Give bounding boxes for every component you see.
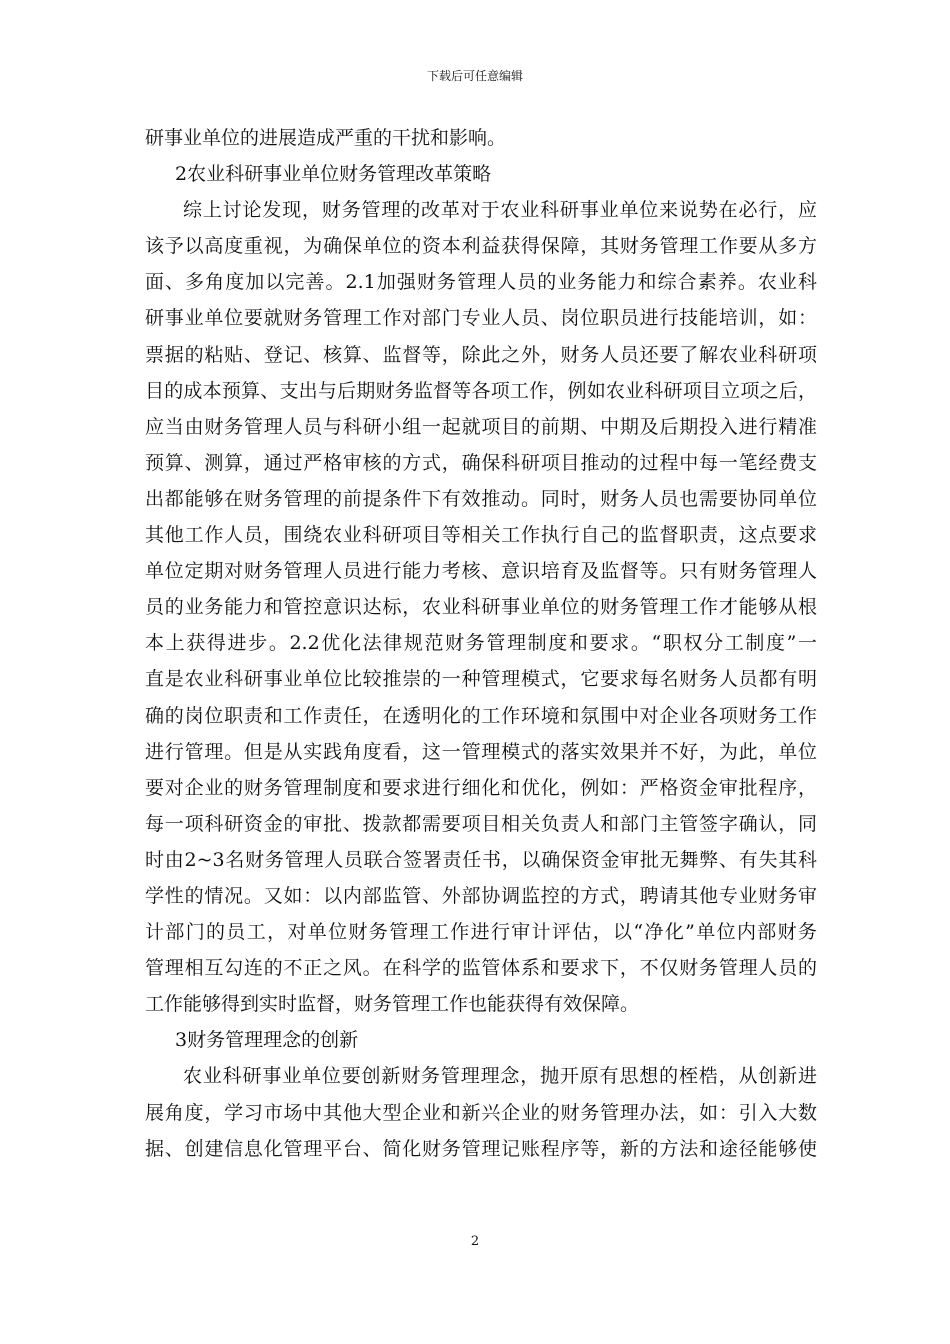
text-line: 计部门的员工，对单位财务管理工作进行审计评估，以“净化”单位内部财务 xyxy=(145,921,817,944)
text-line: 面、多角度加以完善。2.1加强财务管理人员的业务能力和综合素养。农业科 xyxy=(145,271,817,294)
text-line: 本上获得进步。2.2优化法律规范财务管理制度和要求。“职权分工制度”一 xyxy=(145,632,817,655)
text-line: 学性的情况。又如：以内部监管、外部协调监控的方式，聘请其他专业财务审 xyxy=(145,884,817,907)
text-line: 单位定期对财务管理人员进行能力考核、意识培育及监督等。只有财务管理人 xyxy=(145,560,817,583)
page-header: 下载后可任意编辑 xyxy=(426,69,523,83)
page-number: 2 xyxy=(470,1234,480,1249)
text-line: 其他工作人员，围绕农业科研项目等相关工作执行自己的监督职责，这点要求 xyxy=(145,524,817,547)
text-line: 预算、测算，通过严格审核的方式，确保科研项目推动的过程中每一笔经费支 xyxy=(145,451,817,474)
text-line: 应当由财务管理人员与科研小组一起就项目的前期、中期及后期投入进行精准 xyxy=(145,415,817,438)
text-line: 据、创建信息化管理平台、简化财务管理记账程序等，新的方法和途径能够使 xyxy=(145,1137,817,1160)
text-line: 目的成本预算、支出与后期财务监督等各项工作，例如农业科研项目立项之后， xyxy=(145,379,817,402)
text-line: 确的岗位职责和工作责任，在透明化的工作环境和氛围中对企业各项财务工作 xyxy=(145,704,817,727)
text-line: 票据的粘贴、登记、核算、监督等，除此之外，财务人员还要了解农业科研项 xyxy=(145,343,817,366)
text-line: 该予以高度重视，为确保单位的资本利益获得保障，其财务管理工作要从多方 xyxy=(145,235,817,258)
document-body xyxy=(145,120,817,1167)
text-line: 管理相互勾连的不正之风。在科学的监管体系和要求下，不仅财务管理人员的 xyxy=(145,957,817,980)
text-line: 员的业务能力和管控意识达标，农业科研事业单位的财务管理工作才能够从根 xyxy=(145,596,817,619)
text-line: 研事业单位的进展造成严重的干扰和影响。 xyxy=(145,127,507,149)
text-line: 要对企业的财务管理制度和要求进行细化和优化，例如：严格资金审批程序， xyxy=(145,776,817,799)
text-line: 研事业单位要就财务管理工作对部门专业人员、岗位职员进行技能培训，如： xyxy=(145,307,817,330)
text-line: 进行管理。但是从实践角度看，这一管理模式的落实效果并不好，为此，单位 xyxy=(145,740,817,763)
text-line: 出都能够在财务管理的前提条件下有效推动。同时，财务人员也需要协同单位 xyxy=(145,487,817,510)
text-line: 展角度，学习市场中其他大型企业和新兴企业的财务管理办法，如：引入大数 xyxy=(145,1101,817,1124)
text-line: 时由2~3名财务管理人员联合签署责任书，以确保资金审批无舞弊、有失其科 xyxy=(145,848,817,871)
text-line: 农业科研事业单位要创新财务管理理念，抛开原有思想的桎梏，从创新进 xyxy=(183,1065,817,1088)
text-line: 综上讨论发现，财务管理的改革对于农业科研事业单位来说势在必行，应 xyxy=(183,199,817,222)
section-heading: 2农业科研事业单位财务管理改革策略 xyxy=(175,163,492,186)
text-line: 每一项科研资金的审批、拨款都需要项目相关负责人和部门主管签字确认，同 xyxy=(145,812,817,835)
text-line: 直是农业科研事业单位比较推崇的一种管理模式，它要求每名财务人员都有明 xyxy=(145,668,817,691)
text-line: 工作能够得到实时监督，财务管理工作也能获得有效保障。 xyxy=(145,993,640,1016)
section-heading: 3财务管理理念的创新 xyxy=(175,1029,359,1052)
